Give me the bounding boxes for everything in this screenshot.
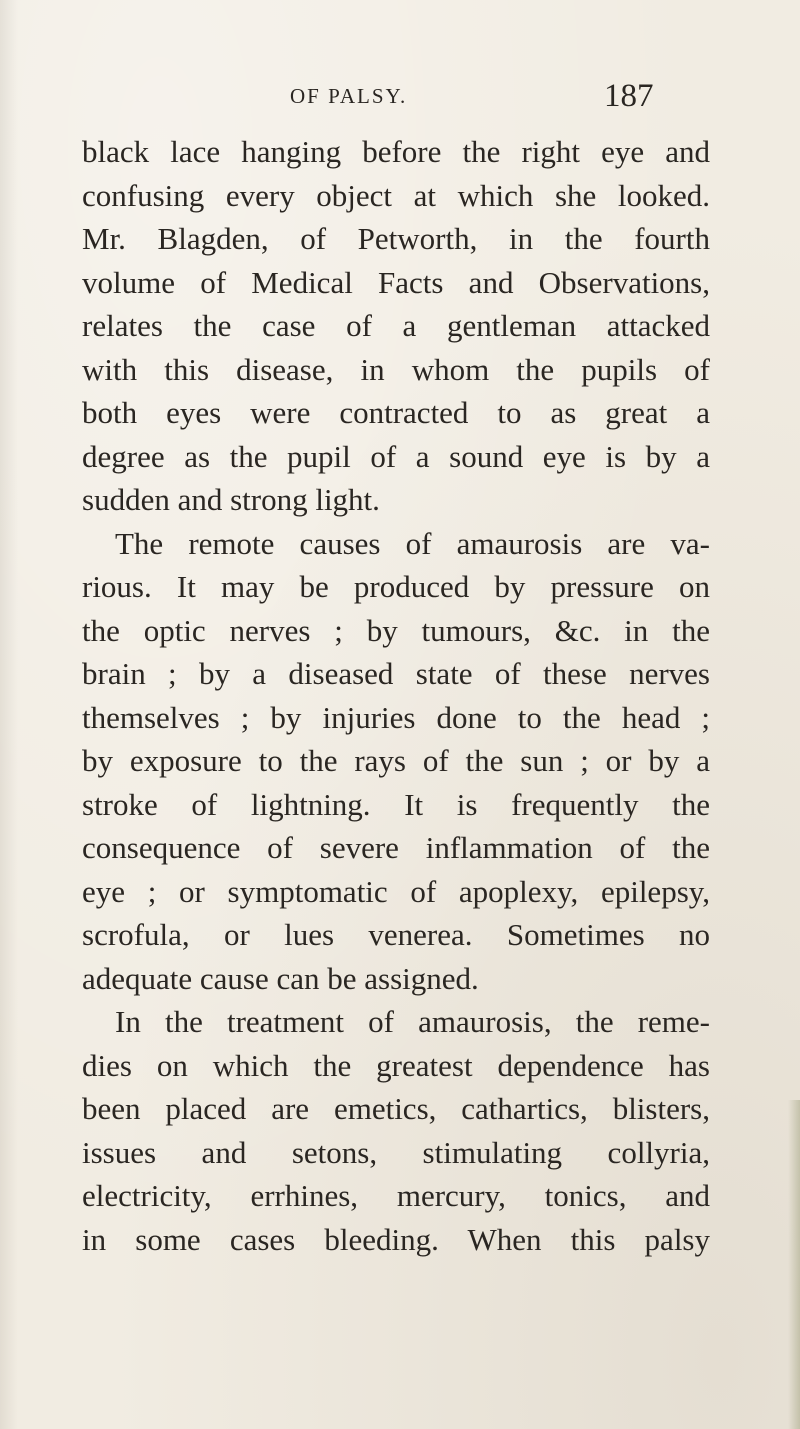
text-line: with this disease, in whom the pupils of (82, 351, 710, 387)
text-line: electricity, errhines, mercury, tonics, and (82, 1178, 710, 1213)
running-title: OF PALSY. (290, 84, 408, 108)
paragraph-first-line: In the treatment of amaurosis, the reme- (115, 1004, 710, 1039)
text-line: Mr. Blagden, of Petworth, in the fourth (82, 221, 710, 256)
text-line: confusing every object at which she looked. (82, 177, 710, 213)
running-head (0, 78, 800, 118)
body-text (82, 130, 710, 1261)
text-line: brain ; by a diseased state of these nerves (82, 656, 710, 691)
text-line: eye ; or symptomatic of apoplexy, epilepsy, (82, 873, 710, 909)
text-line: consequence of severe inflammation of the (82, 830, 710, 865)
text-line: the optic nerves ; by tumours, &c. in the (82, 612, 710, 648)
text-line: adequate cause can be assigned. (82, 960, 479, 996)
text-line: volume of Medical Facts and Observations, (82, 264, 710, 300)
text-line: black lace hanging before the right eye and (82, 134, 710, 169)
text-line: themselves ; by injuries done to the head ; (82, 699, 710, 735)
text-line: scrofula, or lues venerea. Sometimes no (82, 917, 710, 952)
gutter-shadow (0, 0, 18, 1429)
page-number: 187 (604, 78, 654, 114)
text-line: issues and setons, stimulating collyria, (82, 1134, 710, 1170)
text-line: dies on which the greatest dependence has (82, 1047, 710, 1083)
text-line: degree as the pupil of a sound eye is by a (82, 438, 710, 474)
text-line: stroke of lightning. It is frequently the (82, 786, 710, 822)
paragraph-first-line: The remote causes of amaurosis are va- (115, 525, 710, 561)
text-line: in some cases bleeding. When this palsy (82, 1221, 710, 1257)
text-line: by exposure to the rays of the sun ; or by a (82, 743, 710, 778)
page-edge-stain (788, 1100, 800, 1429)
text-line: sudden and strong light. (82, 482, 380, 517)
text-line: relates the case of a gentleman attacked (82, 308, 710, 343)
text-line: both eyes were contracted to as great a (82, 395, 710, 430)
text-line: rious. It may be produced by pressure on (82, 569, 710, 604)
text-line: been placed are emetics, cathartics, blisters, (82, 1091, 710, 1126)
